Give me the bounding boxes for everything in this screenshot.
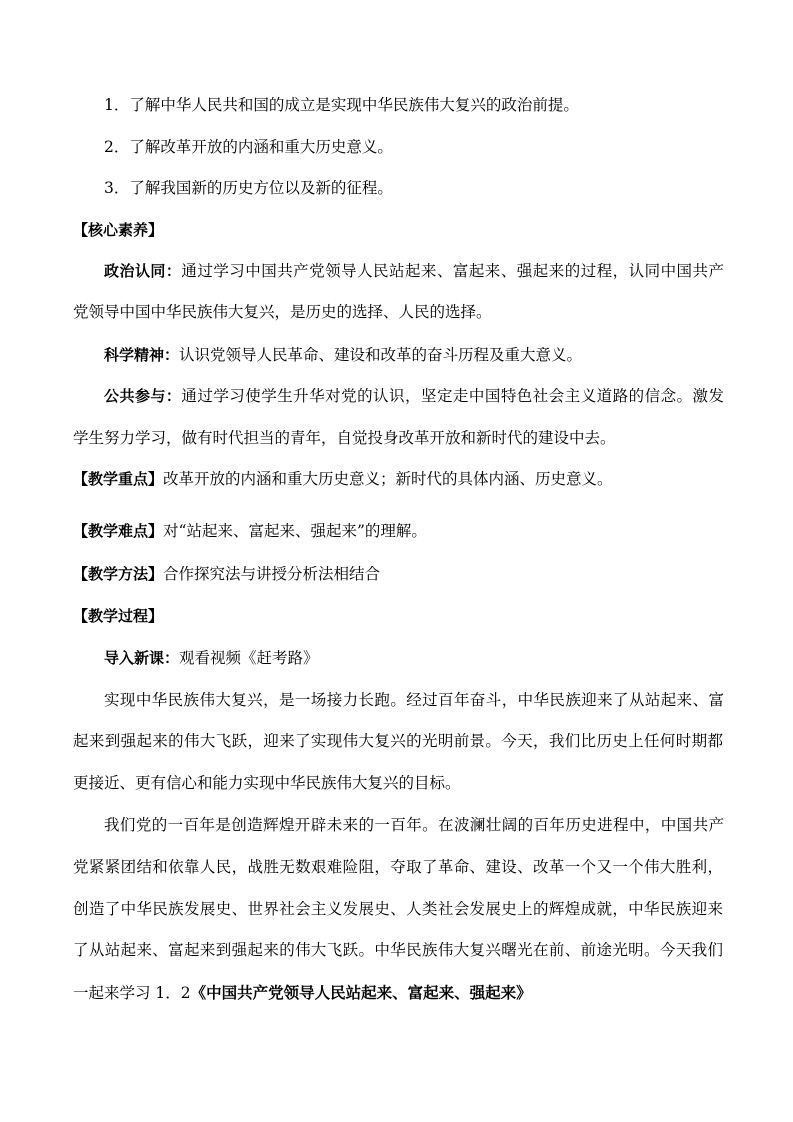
section-heading-methods: 【教学方法】 xyxy=(73,565,164,583)
lesson-number: 一起来学习 1．2 xyxy=(73,984,191,1002)
paragraph-2-line: 创造了中华民族发展史、世界社会主义发展史、人类社会发展史上的辉煌成就，中华民族迎来 xyxy=(73,900,723,918)
intro-text: 观看视频《赶考路》 xyxy=(179,649,319,667)
objective-item: 2．了解改革开放的内涵和重大历史意义。 xyxy=(104,138,393,156)
section-heading-core-literacy: 【核心素养】 xyxy=(73,221,164,239)
objective-item: 3．了解我国新的历史方位以及新的征程。 xyxy=(104,179,393,197)
lesson-title: 《中国共产党领导人民站起来、富起来、强起来》 xyxy=(190,984,532,1002)
political-identity-text: 通过学习中国共产党领导人民站起来、富起来、强起来的过程，认同中国共产 xyxy=(181,262,724,280)
scientific-spirit-line xyxy=(104,345,724,365)
key-points-text: 改革开放的内涵和重大历史意义；新时代的具体内涵、历史意义。 xyxy=(163,470,613,488)
difficulties-line xyxy=(73,521,723,541)
methods-line xyxy=(73,564,723,584)
section-heading-key-points: 【教学重点】 xyxy=(73,470,164,488)
paragraph-2-line: 我们党的一百年是创造辉煌开辟未来的一百年。在波澜壮阔的百年历史进程中，中国共产 xyxy=(104,816,724,834)
public-participation-label: 公共参与： xyxy=(104,387,182,405)
scientific-spirit-label: 科学精神： xyxy=(104,346,180,364)
paragraph-2-line: 党紧紧团结和依靠人民，战胜无数艰难险阻，夺取了革命、建设、改革一个又一个伟大胜利， xyxy=(73,858,723,876)
political-identity-label: 政治认同： xyxy=(104,262,182,280)
scientific-spirit-text: 认识党领导人民革命、建设和改革的奋斗历程及重大意义。 xyxy=(179,346,583,364)
intro-label: 导入新课： xyxy=(104,649,180,667)
paragraph-1-line: 实现中华民族伟大复兴，是一场接力长跑。经过百年奋斗，中华民族迎来了从站起来、富 xyxy=(104,691,724,709)
public-participation-line xyxy=(104,386,724,406)
section-heading-process: 【教学过程】 xyxy=(73,607,164,625)
paragraph-2-line: 了从站起来、富起来到强起来的伟大飞跃。中华民族伟大复兴曙光在前、前途光明。今天我们 xyxy=(73,941,723,959)
public-participation-line-2: 学生努力学习，做有时代担当的青年，自觉投身改革开放和新时代的建设中去。 xyxy=(73,429,616,447)
section-heading-difficulties: 【教学难点】 xyxy=(73,522,164,540)
intro-line xyxy=(104,648,724,668)
political-identity-line-2: 党领导中国中华民族伟大复兴，是历史的选择、人民的选择。 xyxy=(73,303,492,321)
objective-item: 1．了解中华人民共和国的成立是实现中华民族伟大复兴的政治前提。 xyxy=(104,96,579,114)
lesson-title-line xyxy=(73,983,723,1003)
paragraph-1-line: 起来到强起来的伟大飞跃，迎来了实现伟大复兴的光明前景。今天，我们比历史上任何时期都 xyxy=(73,732,723,750)
key-points-line xyxy=(73,469,723,489)
paragraph-1-line: 更接近、更有信心和能力实现中华民族伟大复兴的目标。 xyxy=(73,774,461,792)
public-participation-text: 通过学习使学生升华对党的认识，坚定走中国特色社会主义道路的信念。激发 xyxy=(181,387,724,405)
difficulties-text: 对“站起来、富起来、强起来”的理解。 xyxy=(163,522,427,540)
political-identity-line xyxy=(104,261,724,281)
methods-text: 合作探究法与讲授分析法相结合 xyxy=(163,565,381,583)
